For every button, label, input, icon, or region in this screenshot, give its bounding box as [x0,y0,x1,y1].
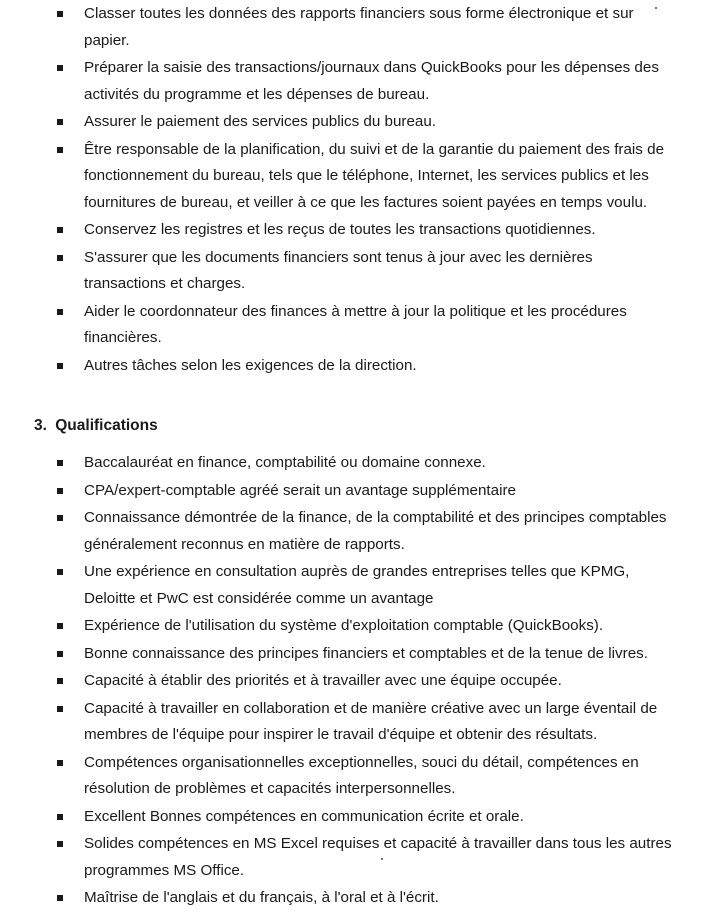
list-item: Aider le coordonnateur des finances à mettre à jour la politique et les procédures financières. [0,299,711,352]
bullet-icon [57,651,63,657]
bullet-icon [57,11,63,17]
list-item: Préparer la saisie des transactions/journaux dans QuickBooks pour les dépenses des activités du programme et les dépenses de bureau. [0,55,711,108]
bullet-icon [57,488,63,494]
list-item: Assurer le paiement des services publics du bureau. [0,109,711,136]
list-item: Expérience de l'utilisation du système d'exploitation comptable (QuickBooks). [0,613,711,640]
bullet-icon [57,119,63,125]
list-item: Une expérience en consultation auprès de grandes entreprises telles que KPMG, Deloitte et PwC est considérée comme un avantage [0,559,711,612]
list-item: Maîtrise de l'anglais et du français, à l'oral et à l'écrit. [0,885,711,912]
scan-speck [655,7,657,9]
bullet-icon [57,678,63,684]
section-title: Qualifications [55,417,158,434]
bullet-icon [57,760,63,766]
list-item: Autres tâches selon les exigences de la direction. [0,353,711,380]
list-item: Être responsable de la planification, du suivi et de la garantie du paiement des frais de fonctionnement du bureau, tels que le téléphone, Internet, les services publics et les fournitures de bureau, et veiller à ce que les factures soient payées en temps voulu. [0,137,711,217]
bullet-icon [57,309,63,315]
list-item: Classer toutes les données des rapports financiers sous forme électronique et sur papier. [0,1,711,54]
bullet-icon [57,363,63,369]
bullet-icon [57,255,63,261]
list-item: Connaissance démontrée de la finance, de la comptabilité et des principes comptables généralement reconnus en matière de rapports. [0,505,711,558]
duties-list [0,1,711,380]
bullet-icon [57,227,63,233]
bullet-icon [57,895,63,901]
section-number: 3. [34,417,47,434]
bullet-icon [57,814,63,820]
list-item: CPA/expert-comptable agréé serait un avantage supplémentaire [0,478,711,505]
bullet-icon [57,706,63,712]
list-item: Conservez les registres et les reçus de toutes les transactions quotidiennes. [0,217,711,244]
bullet-icon [57,65,63,71]
list-item: Capacité à travailler en collaboration et de manière créative avec un large éventail de membres de l'équipe pour inspirer le travail d'équipe et obtenir des résultats. [0,696,711,749]
list-item: Baccalauréat en finance, comptabilité ou domaine connexe. [0,450,711,477]
list-item: Capacité à établir des priorités et à travailler avec une équipe occupée. [0,668,711,695]
list-item: Excellent Bonnes compétences en communication écrite et orale. [0,804,711,831]
bullet-icon [57,460,63,466]
bullet-icon [57,515,63,521]
section-heading-qualifications [34,414,158,438]
list-item: Solides compétences en MS Excel requises et capacité à travailler dans tous les autres programmes MS Office. [0,831,711,884]
bullet-icon [57,147,63,153]
list-item: S'assurer que les documents financiers sont tenus à jour avec les dernières transactions et charges. [0,245,711,298]
bullet-icon [57,569,63,575]
bullet-icon [57,623,63,629]
list-item: Bonne connaissance des principes financiers et comptables et de la tenue de livres. [0,641,711,668]
qualifications-list [0,450,711,913]
list-item: Compétences organisationnelles exceptionnelles, souci du détail, compétences en résolution de problèmes et capacités interpersonnelles. [0,750,711,803]
scan-speck [381,858,383,860]
bullet-icon [57,841,63,847]
